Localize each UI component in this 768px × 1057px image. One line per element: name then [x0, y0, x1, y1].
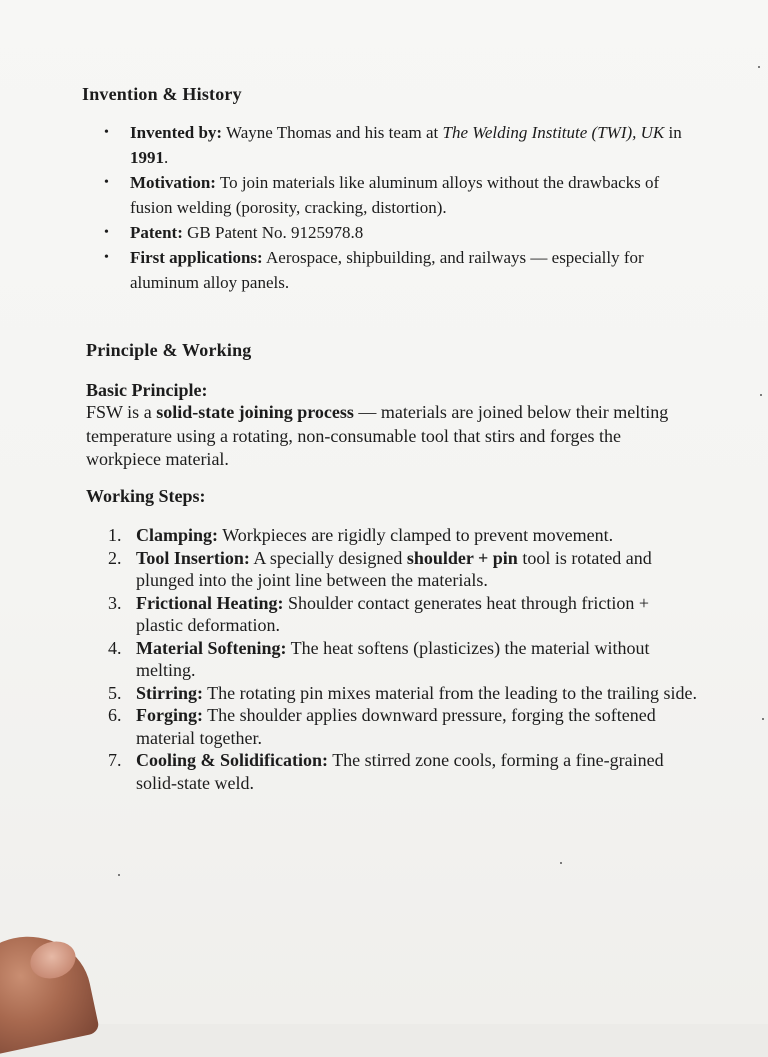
- step-text: Shoulder contact generates heat through friction + plastic deformation.: [136, 592, 650, 635]
- step-text: The shoulder applies downward pressure, forging the softened material together.: [136, 705, 656, 748]
- step-number: 4.: [108, 637, 122, 658]
- step-text: The stirred zone cools, forming a fine-grained solid-state weld.: [136, 750, 664, 793]
- item-text: in: [664, 123, 682, 142]
- list-item-step: [108, 547, 698, 592]
- basic-principle-paragraph: [86, 401, 686, 472]
- paper-speck: [762, 718, 764, 720]
- item-label: First applications:: [130, 248, 263, 267]
- paper-speck: [118, 874, 120, 876]
- item-text: .: [164, 148, 169, 167]
- item-italic-text: The Welding Institute (TWI), UK: [442, 123, 665, 142]
- para-bold-text: solid-state joining process: [156, 402, 354, 422]
- list-item-step: [108, 524, 698, 547]
- list-item-invented-by: [104, 120, 684, 170]
- bullet-icon: •: [104, 225, 109, 240]
- item-text: GB Patent No. 9125978.8: [182, 223, 364, 242]
- step-number: 2.: [108, 547, 122, 568]
- bullet-icon: •: [104, 125, 109, 140]
- item-text: Aerospace, shipbuilding, and railways — especially for aluminum alloy panels.: [130, 248, 644, 292]
- paper-speck: [758, 66, 760, 68]
- step-label: Forging:: [136, 705, 203, 725]
- step-text: Workpieces are rigidly clamped to prevent movement.: [218, 525, 614, 545]
- list-item-step: [108, 682, 698, 705]
- step-label: Clamping:: [136, 525, 219, 545]
- item-year: 1991: [130, 148, 164, 167]
- step-label: Material Softening:: [136, 637, 287, 658]
- step-text: The heat softens (plasticizes) the material without melting.: [136, 637, 650, 680]
- step-text: The rotating pin mixes material from the leading to the trailing side.: [203, 682, 698, 703]
- para-text: — materials are joined below their melting temperature using a rotating, non-consumable tool that stirs and forges the workpiece material.: [86, 402, 669, 469]
- list-item-first-applications: [104, 245, 684, 295]
- item-text: Wayne Thomas and his team at: [222, 123, 443, 142]
- bullet-icon: •: [104, 250, 109, 265]
- step-number: 3.: [108, 592, 122, 613]
- subheading-basic-principle: Basic Principle:: [86, 380, 208, 400]
- step-text: tool is rotated and plunged into the joint line between the materials.: [136, 547, 652, 590]
- subheading-working-steps: Working Steps:: [86, 486, 206, 506]
- list-item-motivation: [104, 170, 684, 220]
- list-item-step: [108, 637, 698, 682]
- item-label: Patent:: [130, 223, 183, 242]
- step-number: 1.: [108, 525, 122, 545]
- para-text: FSW is a: [86, 402, 157, 422]
- section-title-invention-history: Invention & History: [82, 84, 242, 104]
- step-label: Cooling & Solidification:: [136, 750, 329, 770]
- bullet-icon: •: [104, 175, 109, 190]
- paper-speck: [760, 394, 762, 396]
- step-number: 6.: [108, 705, 122, 725]
- step-label: Stirring:: [136, 682, 203, 703]
- section-title-principle-working: Principle & Working: [86, 340, 252, 360]
- list-item-step: [108, 592, 698, 637]
- list-item-step: [108, 704, 698, 749]
- step-bold-text: shoulder + pin: [406, 547, 518, 568]
- step-number: 5.: [108, 682, 122, 703]
- step-label: Tool Insertion:: [136, 547, 250, 568]
- item-text: To join materials like aluminum alloys without the drawbacks of fusion welding (porosity, cracking, distortion).: [130, 173, 660, 217]
- paper-speck: [560, 862, 562, 864]
- history-bullet-list: [104, 120, 684, 295]
- list-item-step: [108, 749, 698, 794]
- step-number: 7.: [108, 750, 122, 770]
- item-label: Invented by:: [130, 123, 223, 142]
- step-text: A specially designed: [249, 547, 407, 568]
- working-steps-list: [108, 524, 698, 794]
- list-item-patent: [104, 220, 684, 245]
- item-label: Motivation:: [130, 173, 216, 192]
- step-label: Frictional Heating:: [136, 592, 284, 613]
